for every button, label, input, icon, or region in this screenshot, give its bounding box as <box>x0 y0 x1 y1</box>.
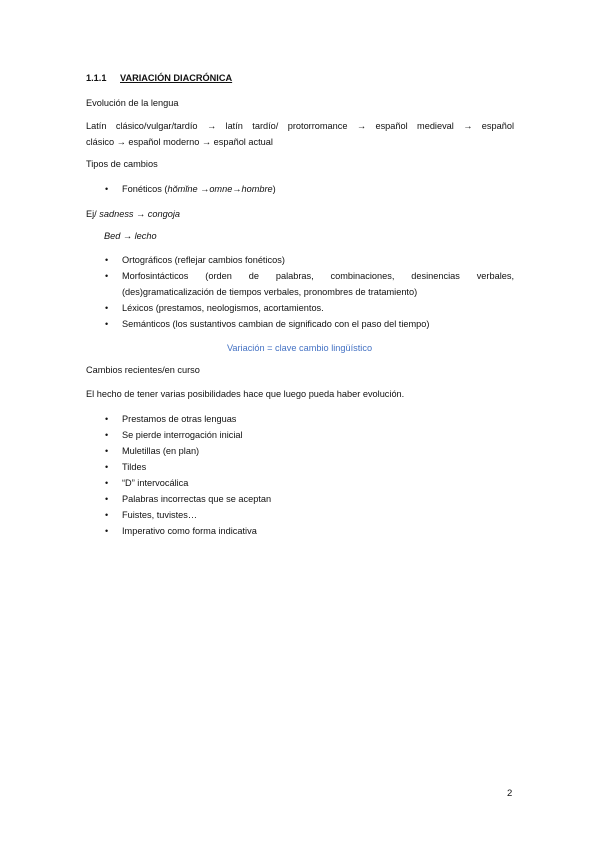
ejemplo-line: Ej/ sadness → congoja <box>86 209 180 219</box>
ejemplo-text: sadness → congoja <box>99 209 180 219</box>
bullet-icon: • <box>105 271 109 281</box>
bullet-icon: • <box>105 478 109 488</box>
hecho-line: El hecho de tener varias posibilidades hace que luego pueda haber evolución. <box>86 389 405 399</box>
semanticos-item: Semánticos (los sustantivos cambian de significado con el paso del tiempo) <box>122 319 430 329</box>
bullet-icon: • <box>105 446 109 456</box>
bullet-icon: • <box>105 526 109 536</box>
bullet-icon: • <box>105 303 109 313</box>
bullet-icon: • <box>105 414 109 424</box>
list-item: Prestamos de otras lenguas <box>122 414 237 424</box>
foneticos-example: hŏmĭne →omne→hombre <box>167 184 273 194</box>
bullet-icon: • <box>105 430 109 440</box>
evolucion-line-2: clásico → español moderno → español actual <box>86 137 273 147</box>
bullet-icon: • <box>105 494 109 504</box>
bullet-icon: • <box>105 319 109 329</box>
morfosintacticos-item-line-1: Morfosintácticos (orden de palabras, combinaciones, desinencias verbales, <box>122 271 514 281</box>
bed-example: Bed → lecho <box>104 231 157 241</box>
list-item: Imperativo como forma indicativa <box>122 526 257 536</box>
lexicos-item: Léxicos (prestamos, neologismos, acortamientos. <box>122 303 324 313</box>
cambios-label: Cambios recientes/en curso <box>86 365 200 375</box>
section-title: VARIACIÓN DIACRÓNICA <box>120 73 233 83</box>
list-item: “D” intervocálica <box>122 478 189 488</box>
bullet-icon: • <box>105 510 109 520</box>
page-number: 2 <box>507 788 513 799</box>
section-heading <box>86 72 232 84</box>
variacion-clave-note: Variación = clave cambio lingüístico <box>226 343 373 353</box>
bullet-icon: • <box>105 462 109 472</box>
morfosintacticos-item-line-2: (des)gramaticalización de tiempos verbales, pronombres de tratamiento) <box>122 287 418 297</box>
list-item: Muletillas (en plan) <box>122 446 200 456</box>
evolucion-label: Evolución de la lengua <box>86 98 179 108</box>
list-item: Tildes <box>122 462 147 472</box>
foneticos-item: Fonéticos (hŏmĭne →omne→hombre) <box>122 184 276 194</box>
tipos-label: Tipos de cambios <box>86 159 158 169</box>
bullet-icon: • <box>105 255 109 265</box>
evolucion-line-1: Latín clásico/vulgar/tardío → latín tardío/ protorromance → español medieval → español <box>86 121 514 131</box>
bullet-icon: • <box>105 184 109 194</box>
list-item: Fuistes, tuvistes… <box>122 510 198 520</box>
list-item: Palabras incorrectas que se aceptan <box>122 494 272 504</box>
list-item: Se pierde interrogación inicial <box>122 430 243 440</box>
section-number: 1.1.1 <box>86 73 107 83</box>
ortograficos-item: Ortográficos (reflejar cambios fonéticos) <box>122 255 285 265</box>
